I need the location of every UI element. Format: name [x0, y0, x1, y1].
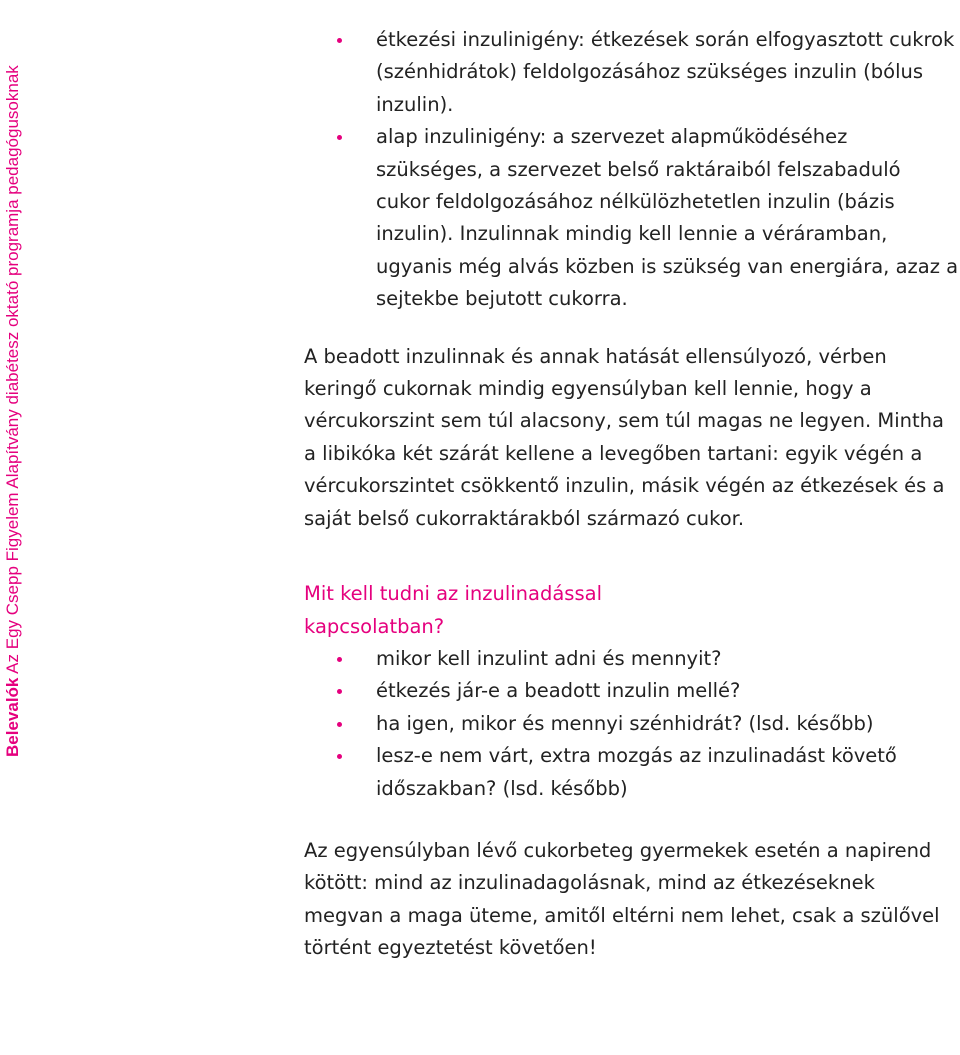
bullet-icon — [337, 657, 342, 662]
list-item — [376, 708, 960, 740]
bullet-icon — [337, 38, 342, 43]
list-item — [376, 121, 960, 315]
section-heading: Mit kell tudni az inzulinadással kapcsolatban? — [304, 582, 602, 638]
closing-paragraph: Az egyensúlyban lévő cukorbeteg gyermekek esetén a napirend kötött: mind az inzulinadagolásnak, mind az étkezéseknek megvan a maga üteme, amitől eltérni nem lehet, csak a szülővel történt egyeztetést követően! — [304, 838, 940, 960]
insulin-need-list — [304, 24, 960, 316]
list-item — [376, 675, 960, 707]
list-item — [376, 740, 960, 805]
list-item-text: lesz-e nem várt, extra mozgás az inzulinadást követő időszakban? (lsd. később) — [376, 744, 897, 800]
running-header — [0, 0, 32, 760]
bullet-icon — [337, 722, 342, 727]
question-list — [304, 643, 960, 805]
list-item-text: étkezési inzulinigény: étkezések során elfogyasztott cukrok (szénhidrátok) feldolgozásához szükséges inzulin (bólus inzulin). — [376, 28, 955, 116]
list-item — [376, 24, 960, 121]
bullet-icon — [337, 135, 342, 140]
list-item-text: ha igen, mikor és mennyi szénhidrát? (lsd. később) — [376, 711, 874, 735]
running-header-text — [2, 65, 24, 757]
list-item-text: étkezés jár-e a beadott inzulin mellé? — [376, 679, 741, 703]
publication-subtitle: Az Egy Csepp Figyelem Alapítvány diabétesz oktató programja pedagógusoknak — [3, 65, 22, 674]
list-item-text: mikor kell inzulint adni és mennyit? — [376, 646, 722, 670]
bullet-icon — [337, 689, 342, 694]
balance-paragraph: A beadott inzulinnak és annak hatását ellensúlyozó, vérben keringő cukornak mindig egyensúlyban kell lennie, hogy a vércukorszint sem túl alacsony, sem túl magas ne legyen. Mintha a libikóka két szárát kellene a levegőben tartani: egyik végén a vércukorszintet csökkentő inzulin, másik végén az étkezések és a saját belső cukorraktárakból származó cukor. — [304, 344, 945, 530]
publication-title: Belevalók — [3, 677, 22, 757]
list-item-text: alap inzulinigény: a szervezet alapműködéséhez szükséges, a szervezet belső raktáraiból felszabaduló cukor feldolgozásához nélkülözhetetlen inzulin (bázis inzulin). Inzulinnak mindig kell lennie a véráramban, ugyanis még alvás közben is szükség van energiára, azaz a sejtekbe bejutott cukorra. — [376, 125, 959, 311]
list-item — [376, 643, 960, 675]
bullet-icon — [337, 754, 342, 759]
main-content — [304, 24, 960, 965]
